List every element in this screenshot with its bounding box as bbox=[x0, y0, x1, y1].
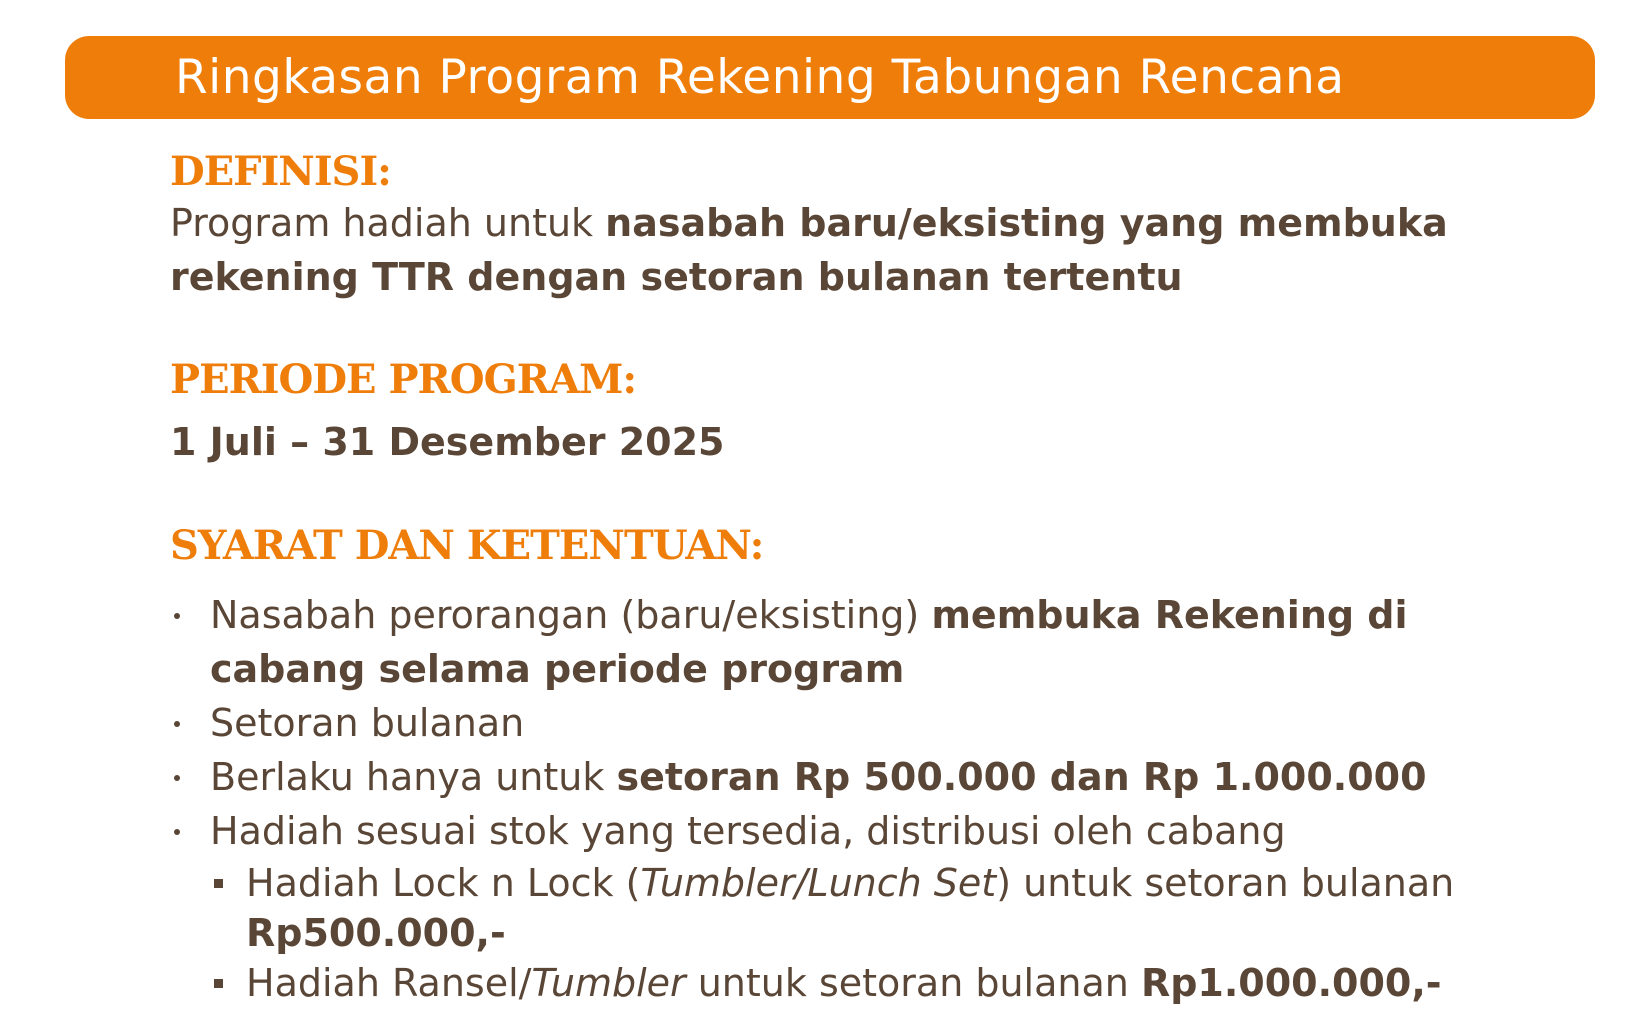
syarat-list bbox=[170, 588, 1454, 1008]
sub-text-bold: Rp500.000,- bbox=[246, 911, 506, 955]
list-item bbox=[170, 750, 1454, 804]
bullet-icon bbox=[174, 613, 180, 619]
periode-heading: PERIODE PROGRAM: bbox=[170, 356, 637, 403]
bullet-icon bbox=[174, 829, 180, 835]
page-title: Ringkasan Program Rekening Tabungan Rencana bbox=[175, 50, 1345, 105]
bullet-icon bbox=[174, 775, 180, 781]
sub-text-light-2: ) untuk setoran bulanan bbox=[996, 861, 1455, 905]
definisi-text bbox=[170, 196, 1448, 304]
item-text-light: Hadiah sesuai stok yang tersedia, distribusi oleh cabang bbox=[210, 809, 1286, 853]
definisi-text-light: Program hadiah untuk bbox=[170, 201, 606, 245]
definisi-heading: DEFINISI: bbox=[170, 148, 391, 195]
syarat-heading: SYARAT DAN KETENTUAN: bbox=[170, 522, 764, 569]
item-text-light: Berlaku hanya untuk bbox=[210, 755, 617, 799]
sub-text-italic: Tumbler bbox=[531, 961, 686, 1005]
definisi-text-bold: nasabah baru/eksisting yang membuka bbox=[605, 201, 1448, 245]
square-bullet-icon bbox=[214, 979, 223, 988]
sub-text-light: Hadiah Lock n Lock ( bbox=[246, 861, 641, 905]
item-text-bold: setoran Rp 500.000 dan Rp 1.000.000 bbox=[616, 755, 1427, 799]
bullet-icon bbox=[174, 721, 180, 727]
item-text-light: Setoran bulanan bbox=[210, 701, 525, 745]
item-text-light: Nasabah perorangan (baru/eksisting) bbox=[210, 593, 932, 637]
periode-value: 1 Juli – 31 Desember 2025 bbox=[170, 420, 725, 464]
sub-text-light-2: untuk setoran bulanan bbox=[685, 961, 1141, 1005]
square-bullet-icon bbox=[214, 879, 223, 888]
sub-text-bold: Rp1.000.000,- bbox=[1140, 961, 1442, 1005]
definisi-text-bold-2: rekening TTR dengan setoran bulanan tertentu bbox=[170, 255, 1183, 299]
list-item bbox=[170, 696, 1454, 750]
sub-text-light: Hadiah Ransel/ bbox=[246, 961, 532, 1005]
list-item bbox=[170, 588, 1454, 696]
hadiah-sublist bbox=[210, 858, 1454, 1008]
item-text-bold-2: cabang selama periode program bbox=[210, 647, 905, 691]
sub-text-italic: Tumbler/Lunch Set bbox=[640, 861, 997, 905]
sublist-item bbox=[210, 858, 1454, 958]
sublist-item bbox=[210, 958, 1454, 1008]
item-text-bold: membuka Rekening di bbox=[931, 593, 1408, 637]
title-banner bbox=[65, 36, 1595, 119]
list-item bbox=[170, 804, 1454, 1008]
